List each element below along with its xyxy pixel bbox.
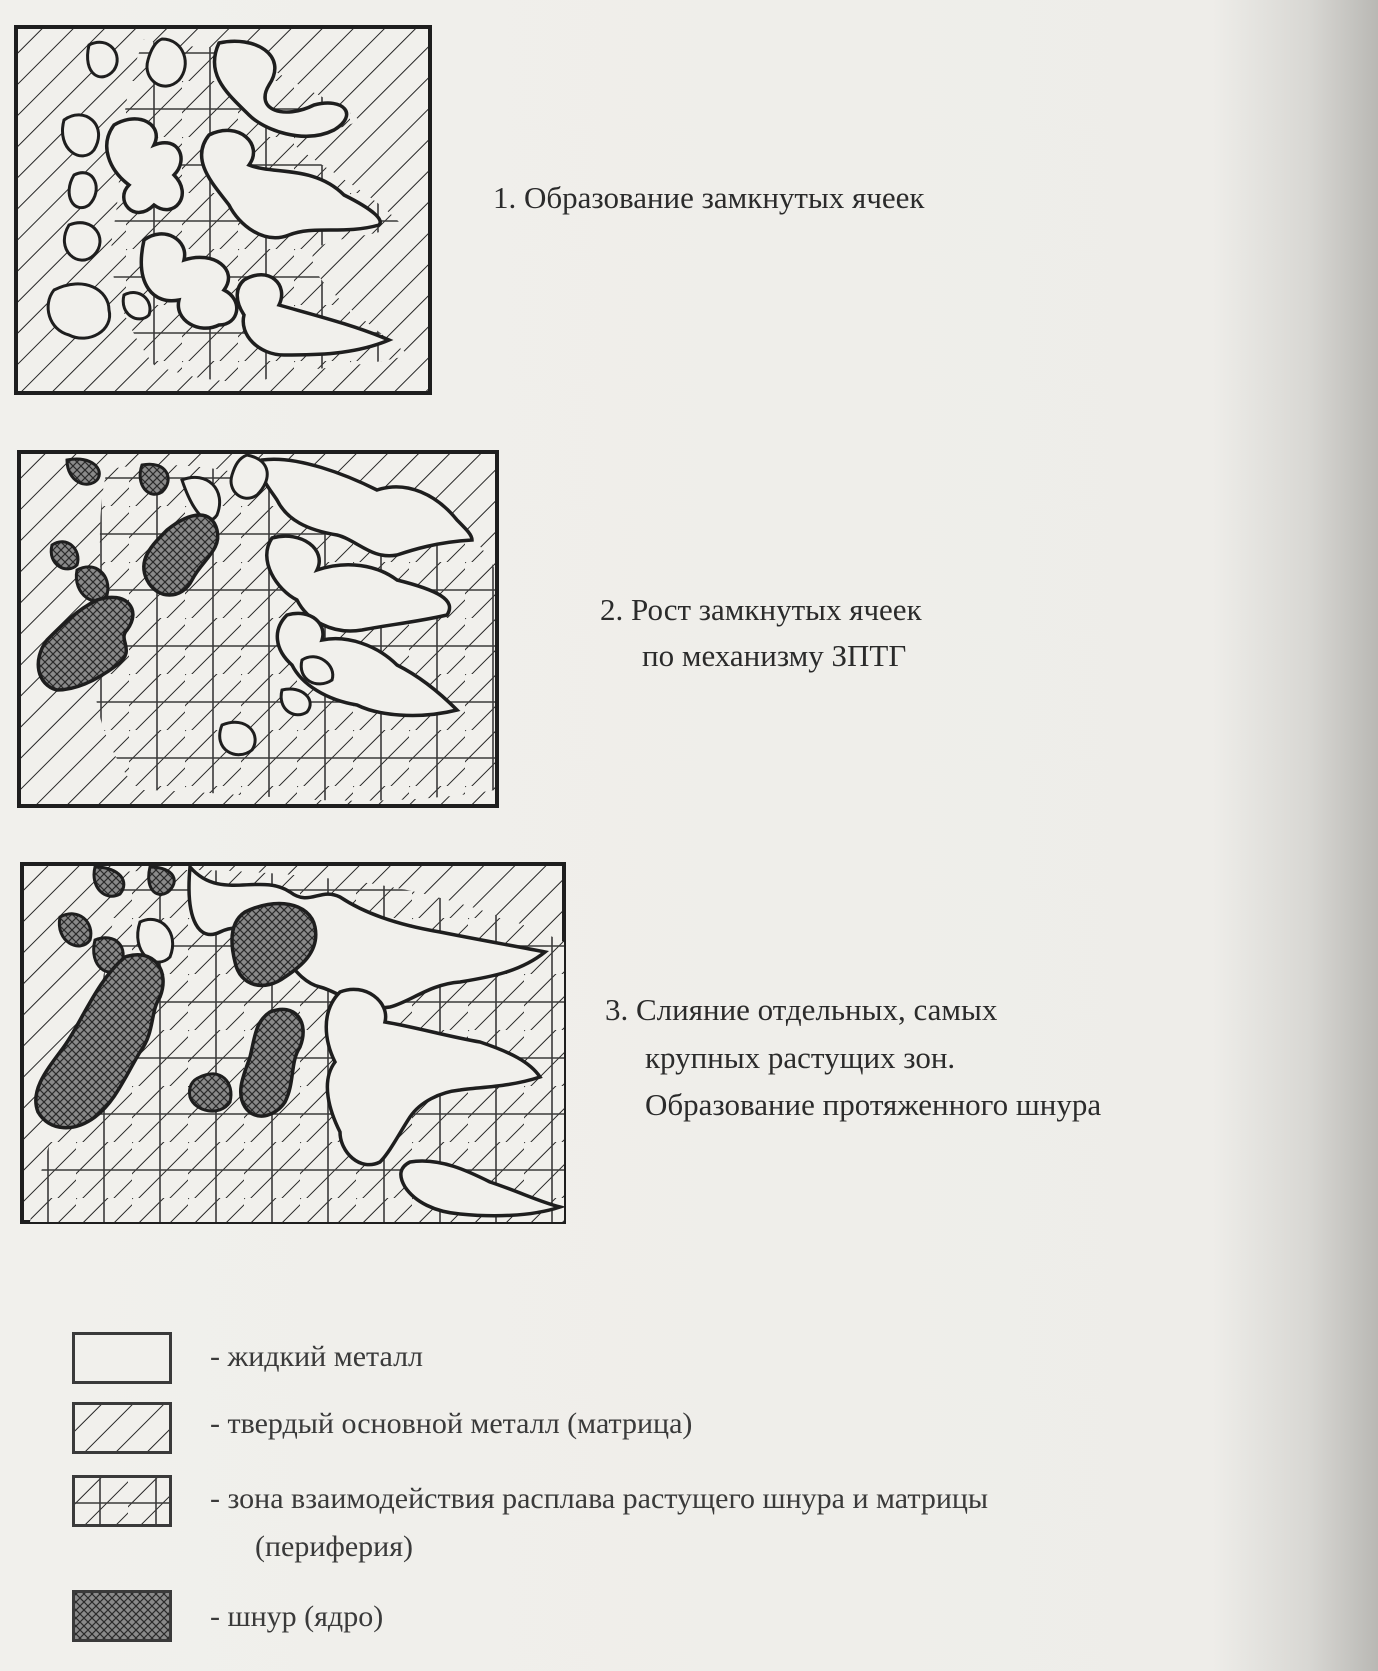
liquid-region-12 [123,293,150,319]
legend-label-interaction-zone-line1: - зона взаимодействия расплава растущего шнура и матрицы [210,1482,989,1515]
legend-swatch-interaction-zone [72,1475,172,1527]
stage-2-caption-line2: по механизму ЗПТГ [642,638,907,673]
stage-1-diagram [14,25,434,395]
stage-2-diagram [17,450,499,808]
stage-2-caption-line1: 2. Рост замкнутых ячеек [600,592,922,627]
liquid-region-17 [220,722,255,754]
core-region-14 [189,1074,230,1111]
liquid-region-7 [69,173,96,208]
core-region-4 [51,542,78,569]
stage-3-caption-line2: крупных растущих зон. [645,1040,956,1075]
liquid-region-1 [88,42,118,77]
legend-swatch-solid-matrix [72,1402,172,1454]
liquid-region-2 [147,39,185,86]
core-region-8 [149,867,175,894]
stage-3-diagram [20,862,566,1224]
legend-label-liquid-metal: - жидкий металл [210,1340,424,1373]
stage-3-caption-line1: 3. Слияние отдельных, самых [605,992,998,1027]
liquid-region-18 [281,689,310,715]
liquid-region-8 [64,223,100,260]
legend-label-interaction-zone-line2: (периферия) [255,1530,414,1563]
liquid-region-11 [48,284,110,338]
core-region-2 [140,464,168,494]
legend-swatch-liquid-metal [72,1332,172,1384]
legend-label-core: - шнур (ядро) [210,1600,384,1633]
stage-1-caption: 1. Образование замкнутых ячеек [493,180,925,215]
legend-swatch-core [72,1590,172,1642]
stage-3-caption-line3: Образование протяженного шнура [645,1087,1102,1122]
legend-label-solid-matrix: - твердый основной металл (матрица) [210,1407,693,1440]
liquid-region-4 [62,115,98,156]
